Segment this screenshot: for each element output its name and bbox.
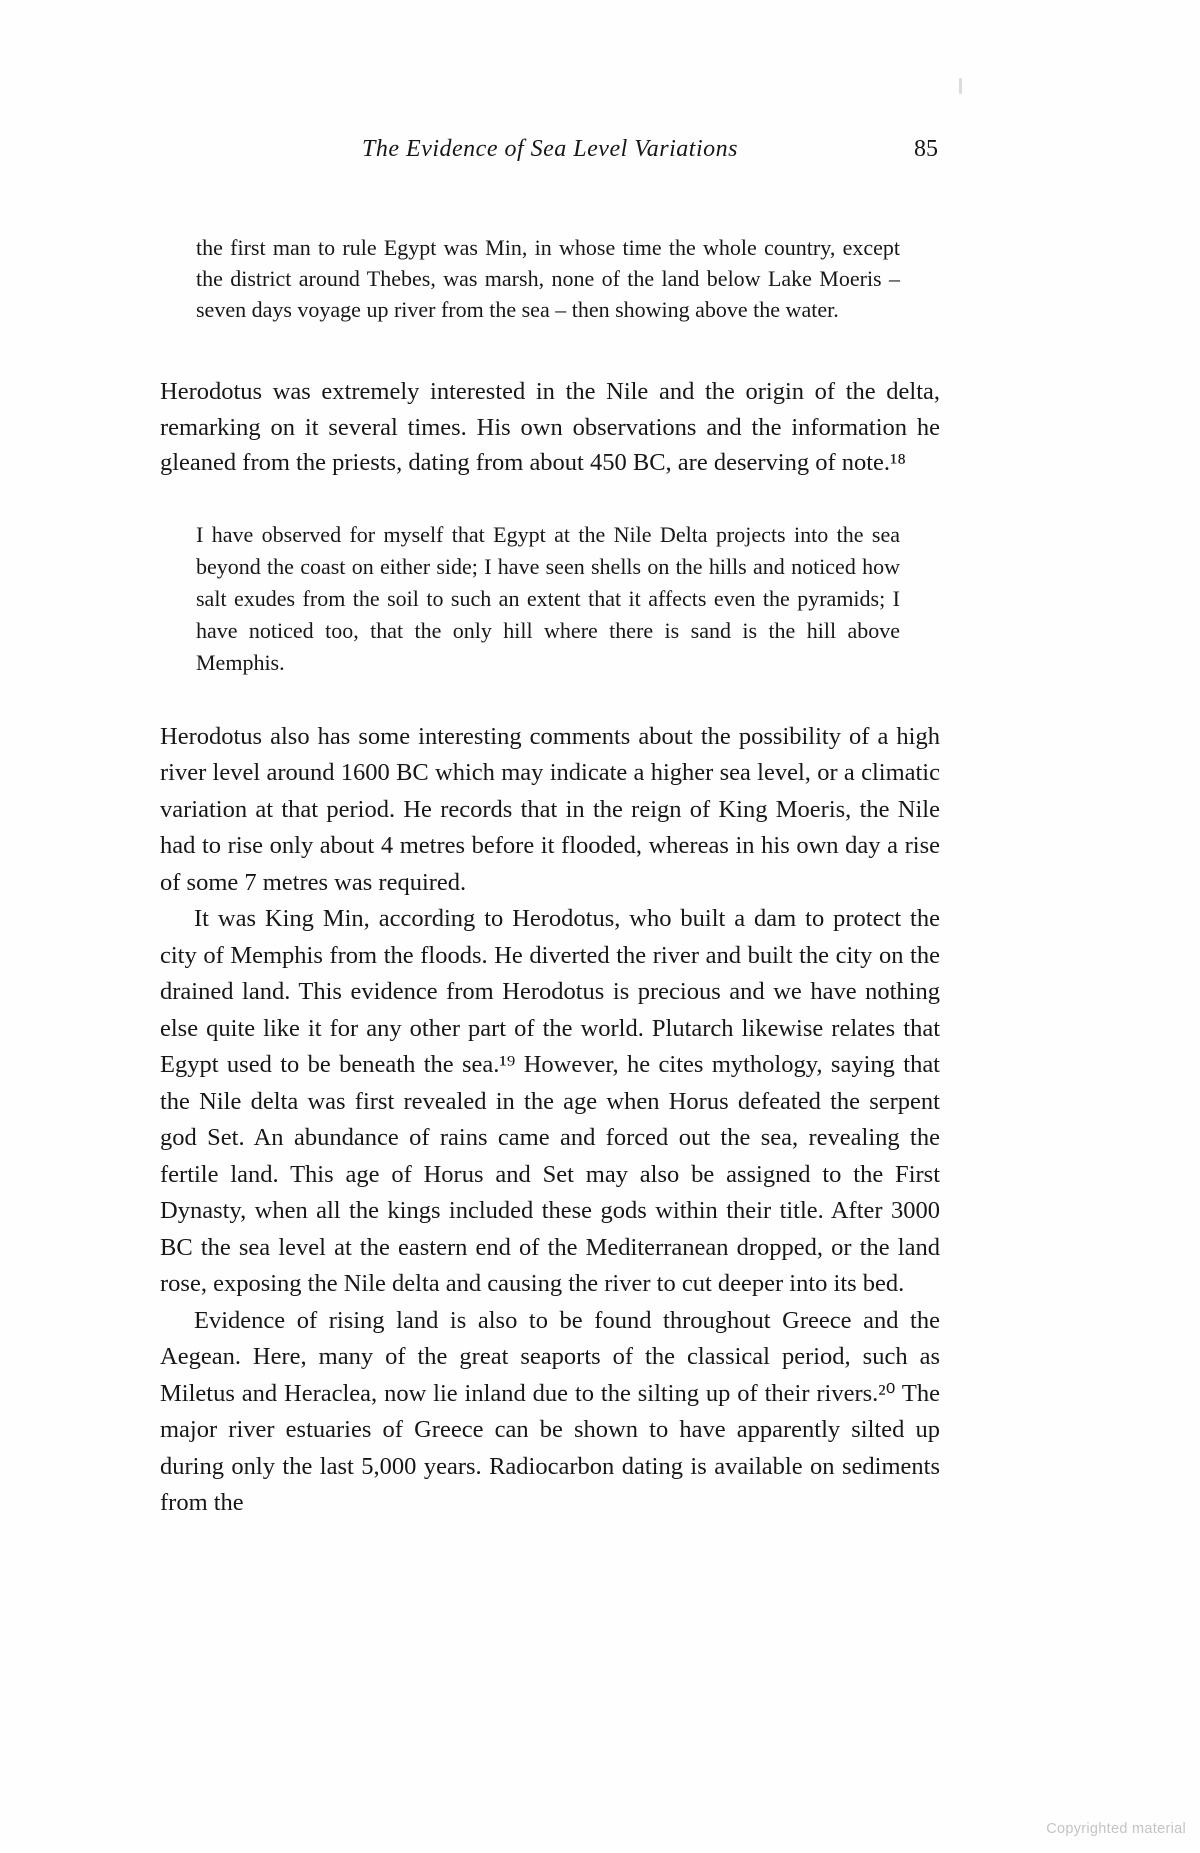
- paragraph-herodotus-interest: Herodotus was extremely interested in the Nile and the origin of the delta, remarking on it several times. His own observations and the information he gleaned from the priests, dating from about 450 BC, are deserving of note.¹⁸: [160, 378, 940, 476]
- paragraph-high-river-level: Herodotus also has some interesting comments about the possibility of a high river level around 1600 BC which may indicate a higher sea level, or a climatic variation at that period. He records that in the reign of King Moeris, the Nile had to rise only about 4 metres before it flooded, whereas in his own day a rise of some 7 metres was required.: [160, 722, 940, 896]
- page-header: [160, 134, 940, 164]
- text-block: [160, 134, 940, 1522]
- block-quote-min-marsh: the first man to rule Egypt was Min, in whose time the whole country, except the district around Thebes, was marsh, none of the land below Lake Moeris – seven days voyage up river from the sea – then showing above the water.: [196, 235, 900, 322]
- scan-artifact: [959, 78, 962, 94]
- paragraph-king-min-dam: It was King Min, according to Herodotus, who built a dam to protect the city of Memphis from the floods. He diverted the river and built the city on the drained land. This evidence from Herodotus is precious and we have nothing else quite like it for any other part of the world. Plutarch likewise relates that Egypt used to be beneath the sea.¹⁹ However, he cites mythology, saying that the Nile delta was first revealed in the age when Horus defeated the serpent god Set. An abundance of rains came and forced out the sea, revealing the fertile land. This age of Horus and Set may also be assigned to the First Dynasty, when all the kings included these gods within their title. After 3000 BC the sea level at the eastern end of the Mediterranean dropped, or the land rose, exposing the Nile delta and causing the river to cut deeper into its bed.: [160, 905, 940, 1297]
- running-title: The Evidence of Sea Level Variations: [362, 136, 738, 162]
- copyright-watermark: Copyrighted material: [1046, 1821, 1186, 1837]
- block-quote-nile-delta-observation: I have observed for myself that Egypt at the Nile Delta projects into the sea beyond the coast on either side; I have seen shells on the hills and noticed how salt exudes from the soil to such an extent that it affects even the pyramids; I have noticed too, that the only hill where there is sand is the hill above Memphis.: [196, 521, 900, 675]
- paragraph-rising-land-greece: Evidence of rising land is also to be found throughout Greece and the Aegean. Here, many of the great seaports of the classical period, such as Miletus and Heraclea, now lie inland due to the silting up of their rivers.²⁰ The major river estuaries of Greece can be shown to have apparently silted up during only the last 5,000 years. Radiocarbon dating is available on sediments from the: [160, 1306, 940, 1516]
- page-number: 85: [914, 136, 938, 162]
